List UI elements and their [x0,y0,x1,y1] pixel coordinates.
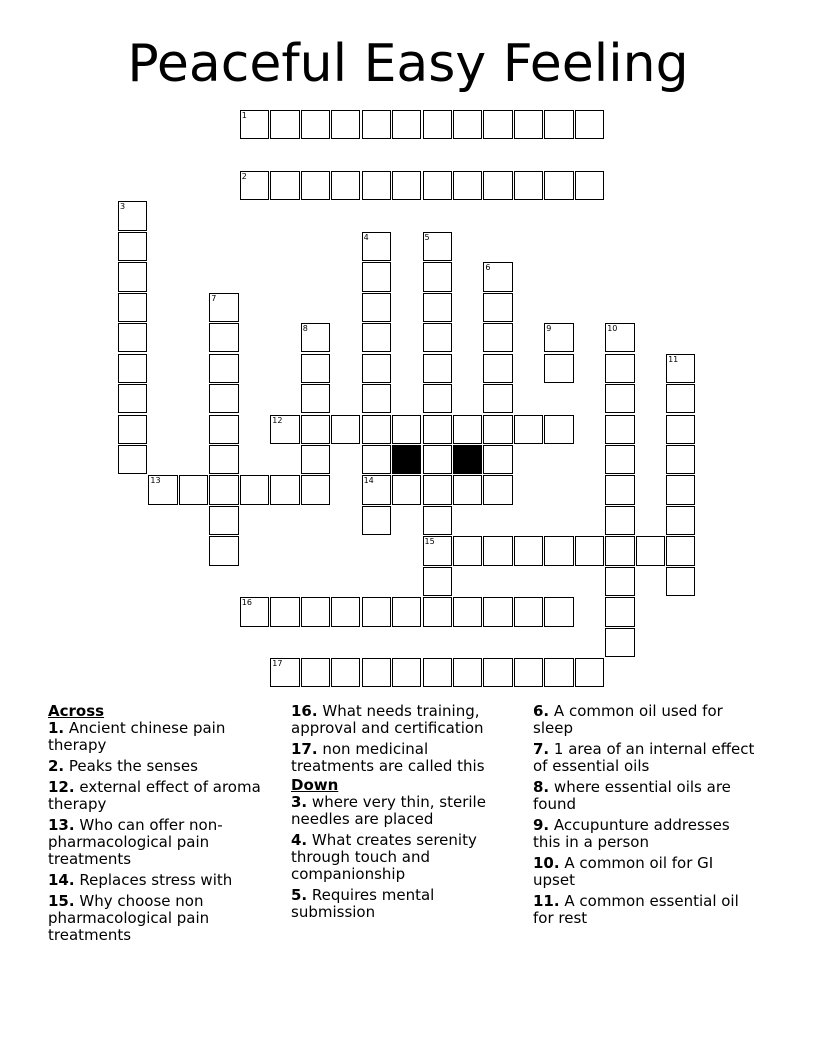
grid-cell[interactable] [483,536,512,565]
grid-cell[interactable] [575,536,604,565]
grid-cell[interactable] [270,597,299,626]
grid-cell[interactable] [362,597,391,626]
grid-cell[interactable] [179,475,208,504]
grid-cell[interactable] [514,658,543,687]
grid-cell[interactable] [575,658,604,687]
grid-cell[interactable] [453,658,482,687]
clue-number: 7 [211,293,217,303]
grid-cell[interactable] [666,384,695,413]
grid-cell[interactable] [209,323,238,352]
clue-column-3 [533,703,758,931]
clue-number: 16 [241,598,252,608]
clue-number: 14 [363,476,374,486]
grid-cell[interactable] [423,536,452,565]
grid-cell[interactable] [209,506,238,535]
grid-cell[interactable] [118,232,147,261]
clue-column-1 [48,703,268,948]
grid-cell[interactable] [301,475,330,504]
grid-cell[interactable] [483,475,512,504]
grid-cell[interactable] [605,597,634,626]
clue-across-12[interactable]: 12. external effect of aroma therapy [48,778,261,813]
grid-cell[interactable] [270,475,299,504]
black-cell [392,445,421,474]
clue-number: 9 [546,324,552,334]
grid-cell[interactable] [483,597,512,626]
grid-cell[interactable] [605,445,634,474]
grid-cell[interactable] [544,597,573,626]
grid-cell[interactable] [666,475,695,504]
clue-across-16[interactable]: 16. What needs training, approval and certification [291,702,484,737]
grid-cell[interactable] [605,323,634,352]
grid-cell[interactable] [209,293,238,322]
grid-cell[interactable] [331,658,360,687]
grid-cell[interactable] [575,171,604,200]
grid-cell[interactable] [240,110,269,139]
clue-down-9[interactable]: 9. Accupunture addresses this in a person [533,816,730,851]
grid-cell[interactable] [362,293,391,322]
clue-down-11[interactable]: 11. A common essential oil for rest [533,892,739,927]
grid-cell[interactable] [331,171,360,200]
clue-number: 10 [607,324,618,334]
grid-cell[interactable] [331,110,360,139]
grid-cell[interactable] [392,597,421,626]
grid-cell[interactable] [514,415,543,444]
grid-cell[interactable] [118,293,147,322]
grid-cell[interactable] [209,415,238,444]
grid-cell[interactable] [423,445,452,474]
grid-cell[interactable] [423,293,452,322]
grid-cell[interactable] [118,445,147,474]
grid-cell[interactable] [392,171,421,200]
grid-cell[interactable] [362,384,391,413]
grid-cell[interactable] [301,354,330,383]
clue-number: 12 [272,415,283,425]
grid-cell[interactable] [605,506,634,535]
clue-down-7[interactable]: 7. 1 area of an internal effect of essential oils [533,740,755,775]
clue-down-4[interactable]: 4. What creates serenity through touch and companionship [291,831,477,883]
grid-cell[interactable] [666,536,695,565]
grid-cell[interactable] [514,110,543,139]
grid-cell[interactable] [544,354,573,383]
grid-cell[interactable] [270,415,299,444]
clue-number: 2 [241,171,247,181]
clue-number: 4 [363,232,369,242]
grid-cell[interactable] [423,171,452,200]
grid-cell[interactable] [544,415,573,444]
grid-cell[interactable] [423,354,452,383]
grid-cell[interactable] [118,323,147,352]
clue-across-15[interactable]: 15. Why choose non pharmacological pain treatments [48,892,210,944]
grid-cell[interactable] [301,415,330,444]
grid-cell[interactable] [514,536,543,565]
clue-across-2[interactable]: 2. Peaks the senses [48,757,198,775]
grid-cell[interactable] [270,171,299,200]
grid-cell[interactable] [240,171,269,200]
grid-cell[interactable] [483,171,512,200]
grid-cell[interactable] [301,110,330,139]
clue-across-1[interactable]: 1. Ancient chinese pain therapy [48,719,226,754]
clue-number: 11 [668,354,679,364]
grid-cell[interactable] [483,262,512,291]
grid-cell[interactable] [483,658,512,687]
grid-cell[interactable] [666,354,695,383]
grid-cell[interactable] [331,415,360,444]
clue-number: 13 [150,476,161,486]
clue-number: 3 [120,202,126,212]
grid-cell[interactable] [666,445,695,474]
grid-cell[interactable] [605,628,634,657]
grid-cell[interactable] [605,354,634,383]
grid-cell[interactable] [605,415,634,444]
grid-cell[interactable] [514,171,543,200]
grid-cell[interactable] [636,536,665,565]
grid-cell[interactable] [362,232,391,261]
across-heading: Across [48,702,105,720]
grid-cell[interactable] [331,597,360,626]
grid-cell[interactable] [362,171,391,200]
grid-cell[interactable] [423,232,452,261]
grid-cell[interactable] [605,536,634,565]
grid-cell[interactable] [209,475,238,504]
grid-cell[interactable] [362,475,391,504]
grid-cell[interactable] [362,323,391,352]
grid-cell[interactable] [301,597,330,626]
grid-cell[interactable] [301,658,330,687]
clue-number: 1 [241,111,247,120]
grid-cell[interactable] [423,110,452,139]
grid-cell[interactable] [209,384,238,413]
grid-cell[interactable] [514,597,543,626]
grid-cell[interactable] [423,597,452,626]
grid-cell[interactable] [301,323,330,352]
grid-cell[interactable] [301,445,330,474]
grid-cell[interactable] [423,262,452,291]
grid-cell[interactable] [209,536,238,565]
grid-cell[interactable] [544,536,573,565]
clue-column-2 [291,703,511,925]
clue-down-5[interactable]: 5. Requires mental submission [291,886,435,921]
grid-cell[interactable] [362,445,391,474]
grid-cell[interactable] [301,384,330,413]
grid-cell[interactable] [240,475,269,504]
grid-cell[interactable] [362,262,391,291]
grid-cell[interactable] [118,262,147,291]
clue-number: 6 [485,263,491,273]
grid-cell[interactable] [301,171,330,200]
clue-down-10[interactable]: 10. A common oil for GI upset [533,854,714,889]
clue-number: 5 [424,232,430,242]
grid-cell[interactable] [362,658,391,687]
grid-cell[interactable] [423,415,452,444]
grid-cell[interactable] [209,445,238,474]
grid-cell[interactable] [240,597,269,626]
grid-cell[interactable] [423,567,452,596]
grid-cell[interactable] [118,354,147,383]
grid-cell[interactable] [118,201,147,230]
grid-cell[interactable] [453,415,482,444]
clue-across-13[interactable]: 13. Who can offer non-pharmacological pain treatments [48,816,223,868]
black-cell [453,445,482,474]
grid-cell[interactable] [544,110,573,139]
grid-cell[interactable] [483,415,512,444]
grid-cell[interactable] [453,475,482,504]
grid-cell[interactable] [362,110,391,139]
grid-cell[interactable] [483,445,512,474]
grid-cell[interactable] [392,475,421,504]
grid-cell[interactable] [544,658,573,687]
down-heading: Down [291,776,339,794]
grid-cell[interactable] [423,506,452,535]
page-title: Peaceful Easy Feeling [127,34,689,94]
grid-cell[interactable] [605,567,634,596]
grid-cell[interactable] [483,323,512,352]
grid-cell[interactable] [666,567,695,596]
grid-cell[interactable] [483,354,512,383]
grid-cell[interactable] [209,354,238,383]
grid-cell[interactable] [483,293,512,322]
grid-cell[interactable] [453,536,482,565]
grid-cell[interactable] [148,475,177,504]
grid-cell[interactable] [423,658,452,687]
grid-cell[interactable] [453,171,482,200]
grid-cell[interactable] [483,110,512,139]
grid-cell[interactable] [270,110,299,139]
grid-cell[interactable] [362,506,391,535]
grid-cell[interactable] [544,323,573,352]
clue-down-3[interactable]: 3. where very thin, sterile needles are placed [291,793,486,828]
clue-across-17[interactable]: 17. non medicinal treatments are called this [291,740,485,775]
grid-cell[interactable] [605,475,634,504]
grid-cell[interactable] [666,415,695,444]
grid-cell[interactable] [270,658,299,687]
grid-cell[interactable] [423,384,452,413]
grid-cell[interactable] [605,384,634,413]
grid-cell[interactable] [666,506,695,535]
grid-cell[interactable] [575,110,604,139]
grid-cell[interactable] [118,384,147,413]
grid-cell[interactable] [423,475,452,504]
grid-cell[interactable] [362,354,391,383]
clue-number: 17 [272,659,283,669]
grid-cell[interactable] [453,597,482,626]
grid-cell[interactable] [483,384,512,413]
grid-cell[interactable] [392,415,421,444]
clue-across-14[interactable]: 14. Replaces stress with [48,871,233,889]
grid-cell[interactable] [423,323,452,352]
grid-cell[interactable] [118,415,147,444]
grid-cell[interactable] [544,171,573,200]
clue-down-6[interactable]: 6. A common oil used for sleep [533,702,723,737]
grid-cell[interactable] [392,110,421,139]
grid-cell[interactable] [362,415,391,444]
grid-cell[interactable] [453,110,482,139]
clue-number: 15 [424,537,435,547]
grid-cell[interactable] [392,658,421,687]
clue-down-8[interactable]: 8. where essential oils are found [533,778,731,813]
clue-number: 8 [302,324,308,334]
